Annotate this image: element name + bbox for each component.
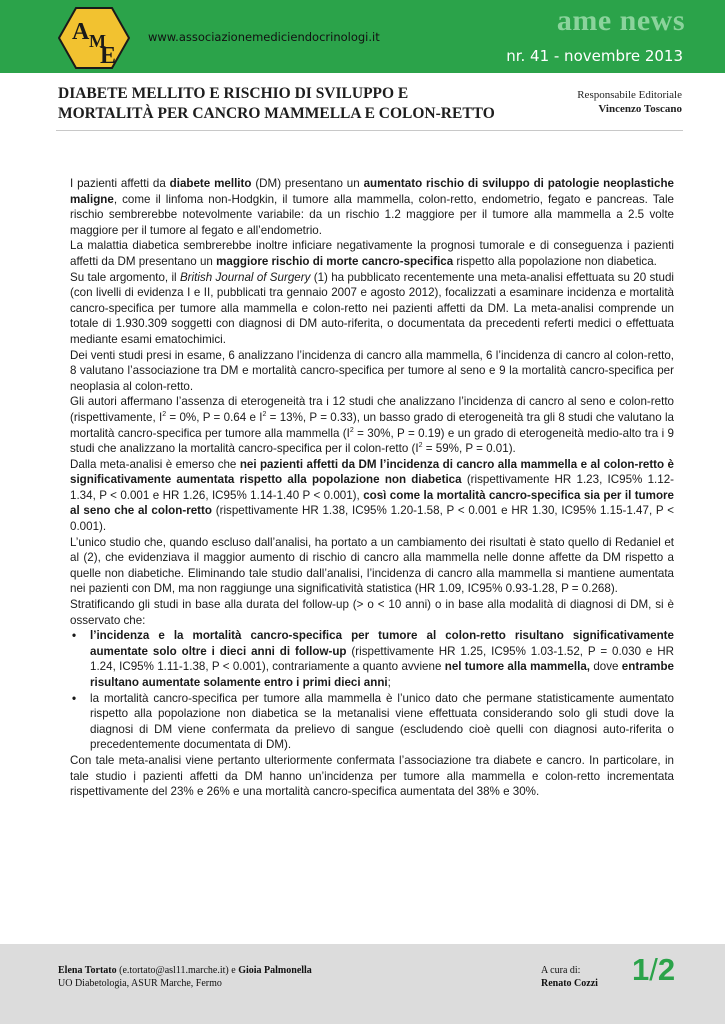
authors-line: Elena Tortato (e.tortato@asl11.marche.it) e Gioia Palmonella	[58, 965, 312, 976]
article-body	[70, 176, 674, 800]
header-bar	[0, 0, 725, 73]
paragraph-2: La malattia diabetica sembrerebbe inoltre inficiare negativamente la prognosi tumorale e di conseguenza i pazienti affetti da DM presentano un maggiore rischio di morte cancro-specifica rispetto alla popolazione non diabetica.	[70, 239, 674, 268]
paragraph-6: Dalla meta-analisi è emerso che nei pazienti affetti da DM l’incidenza di cancro alla mammella e al colon-retto è significativamente aumentata rispetto alla popolazione non diabetica (rispettivamente HR 1.23, IC95% 1.12-1.34, P < 0.001 e HR 1.26, IC95% 1.14-1.40 P < 0.001), così come la mortalità cancro-specifica sia per il tumore al seno che al colon-retto (rispettivamente HR 1.38, IC95% 1.20-1.58, P < 0.001 e HR 1.30, IC95% 1.15-1.47, P < 0.001).	[70, 457, 675, 534]
affiliation: UO Diabetologia, ASUR Marche, Fermo	[58, 978, 222, 989]
paragraph-4: Dei venti studi presi in esame, 6 analizzano l’incidenza di cancro alla mammella, 6 l’incidenza di cancro al colon-retto, 8 valutano l’associazione tra DM e mortalità cancro-specifica per tumore al seno e 9 la mortalità cancro-specifica per neoplasia al colon-retto.	[70, 348, 674, 393]
editor-name: Vincenzo Toscano	[598, 103, 682, 115]
list-item: • l’incidenza e la mortalità cancro-specifica per tumore al colon-retto risultano significativamente aumentate solo oltre i dieci anni di follow-up (rispettivamente HR 1.25, IC95% 1.03-1.52, P = 0.030 e HR 1.24, IC95% 1.11-1.38, P < 0.001), contrariamente a quanto avviene nel tumore alla mammella, dove entrambe risultano aumentate solamente entro i primi dieci anni;	[90, 628, 674, 690]
title-divider	[56, 130, 683, 131]
editor-block	[577, 88, 682, 116]
article-title	[58, 84, 495, 124]
paragraph-3: Su tale argomento, il British Journal of Surgery (1) ha pubblicato recentemente una meta-analisi effettuata su 20 studi (con livelli di evidenza I e II, pubblicati tra gennaio 2007 e agosto 2012), focalizzati a esaminare incidenza e mortalità cancro-specifica per tumore alla mammella e colon-retto nei pazienti affetti da DM. La meta-analisi comprende un totale di 1.930.309 soggetti con diagnosi di DM auto-riferita, o documentata da precedenti referti medici o effettuata mediante esami ematochimici.	[70, 270, 675, 346]
website-link[interactable]: www.associazionemediciendocrinologi.it	[148, 30, 380, 44]
curator-label: A cura di:	[541, 965, 581, 976]
paragraph-7: L’unico studio che, quando escluso dall’analisi, ha portato a un cambiamento dei risultati è stato quello di Redaniel et al (2), che evidenziava il maggior aumento di rischio di cancro alla mammella nelle donne affette da DM rispetto a quelle non diabetiche. Eliminando tale studio dall’analisi, l’incidenza di cancro alla mammella si mantiene aumentata nei pazienti con DM, ma non raggiunge una significatività statistica (HR 1.09, IC95% 0.93-1.28, P = 0.268).	[70, 535, 674, 596]
paragraph-8: Stratificando gli studi in base alla durata del follow-up (> o < 10 anni) o in base alla modalità di diagnosi di DM, si è osservato che:	[70, 598, 674, 627]
logo-letter-e: E	[100, 43, 117, 69]
paragraph-5: Gli autori affermano l’assenza di eterogeneità tra i 12 studi che analizzano l’incidenza di cancro al seno e colon-retto (rispettivamente, $I^2 = 0\%$, P = 0.64 e $I^2 = 13\%$, P = 0.33), un basso grado di eterogeneità tra gli 8 studi che valutano la mortalità cancro-specifica per tumore alla mammella ($I^2 = 30\%$, P = 0.19) e un grado di eterogeneità medio-alto tra i 9 studi che analizzano la mortalità cancro-specifica per il colon-retto ($I^2 = 59\%$, P = 0.01).	[70, 395, 675, 456]
title-line-1: DIABETE MELLITO E RISCHIO DI SVILUPPO E	[58, 85, 409, 102]
title-line-2: MORTALITÀ PER CANCRO MAMMELLA E COLON-RETTO	[58, 105, 495, 122]
ame-logo-icon	[58, 7, 130, 69]
curator-name: Renato Cozzi	[541, 978, 598, 989]
page-number: 1/2	[632, 952, 676, 987]
paragraph-9: Con tale meta-analisi viene pertanto ulteriormente confermata l’associazione tra diabete e cancro. In particolare, in tale studio i pazienti affetti da DM hanno un’incidenza per tumore alla mammella e colon-retto incrementata rispettivamente del 23% e 26% e una mortalità cancro-specifica aumentata del 38% e 30%.	[70, 753, 674, 799]
logo-letter-a: A	[72, 19, 90, 45]
brand-title: ame news	[556, 4, 685, 37]
curator-block	[541, 964, 598, 990]
paragraph-1: I pazienti affetti da diabete mellito (DM) presentano un aumentato rischio di sviluppo di patologie neoplastiche maligne, come il linfoma non-Hodgkin, il tumore alla mammella, colon-retto, endometrio, fegato e pancreas. Tale rischio sembrerebbe notevolmente variabile: da un rischio 1.2 maggiore per il tumore alla mammella a 2.5 volte maggiore per il tumore al fegato e all’endometrio.	[70, 177, 674, 237]
list-item: • la mortalità cancro-specifica per tumore alla mammella è l’unico dato che permane statisticamente aumentato rispetto alla popolazione non diabetica se la metanalisi viene effettuata considerando solo gli studi dove la diagnosi di DM viene confermata da prelievo di sangue (escludendo cioè quelli con diagnosi auto-riferita o precedentemente documentata di DM).	[90, 691, 674, 753]
issue-number: nr. 41 - novembre 2013	[506, 47, 683, 65]
findings-list	[70, 628, 674, 753]
authors-block	[58, 964, 312, 990]
editor-label: Responsabile Editoriale	[577, 89, 682, 101]
logo-letter-m: M	[89, 31, 106, 51]
